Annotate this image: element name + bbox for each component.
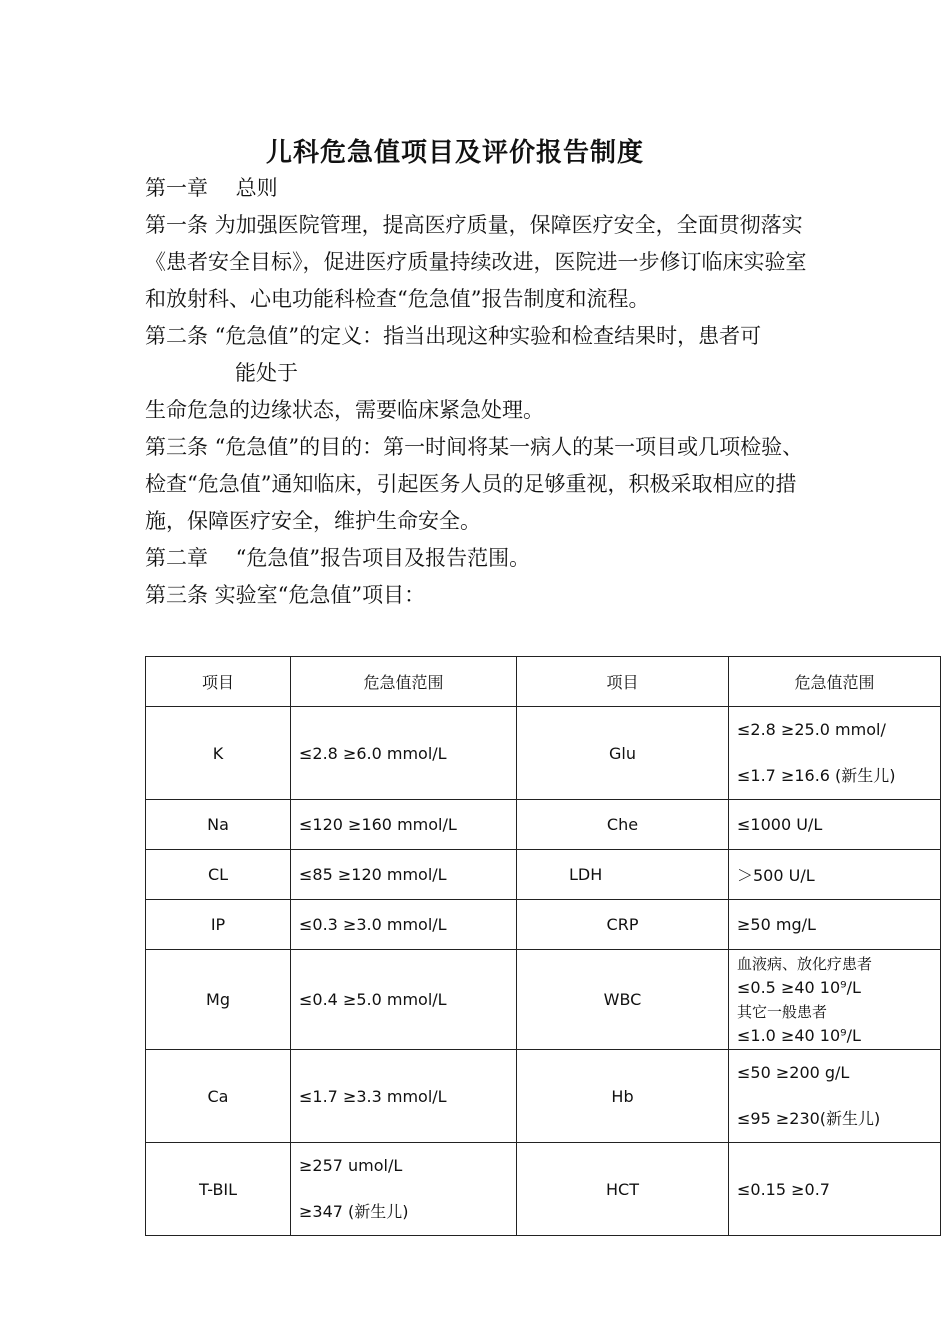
item-name: HCT xyxy=(517,1143,729,1236)
item-range xyxy=(729,950,941,1050)
item-range: ≤85 ≥120 mmol/L xyxy=(291,850,517,900)
item-range: ≤0.4 ≥5.0 mmol/L xyxy=(291,950,517,1050)
item-range: ＞500 U/L xyxy=(729,850,941,900)
table-row xyxy=(146,800,941,850)
article-two-tail: 生命危急的边缘状态，需要临床紧急处理。 xyxy=(145,398,544,422)
table-row xyxy=(146,850,941,900)
item-name: Na xyxy=(146,800,291,850)
item-range: ≤0.3 ≥3.0 mmol/L xyxy=(291,900,517,950)
range-line: 血液病、放化疗患者 xyxy=(737,954,873,973)
table-row xyxy=(146,900,941,950)
document-body xyxy=(145,170,810,614)
header-range-2: 危急值范围 xyxy=(729,657,941,707)
article-three-lab: 第三条 实验室“危急值”项目： xyxy=(145,583,426,607)
item-range xyxy=(729,1050,941,1143)
item-range: ≤120 ≥160 mmol/L xyxy=(291,800,517,850)
item-name: T-BIL xyxy=(146,1143,291,1236)
item-name: Che xyxy=(517,800,729,850)
item-range: ≥50 mg/L xyxy=(729,900,941,950)
table-row xyxy=(146,950,941,1050)
table-header-row xyxy=(146,657,941,707)
article-two: 第二条 “危急值”的定义：指当出现这种实验和检查结果时，患者可 xyxy=(145,324,762,348)
item-name: Glu xyxy=(517,707,729,800)
item-name: Ca xyxy=(146,1050,291,1143)
range-line: ≤2.8 ≥25.0 mmol/ xyxy=(737,720,886,739)
range-line: 其它一般患者 xyxy=(737,1002,828,1021)
header-item-2: 项目 xyxy=(517,657,729,707)
range-line: ≥347 (新生儿) xyxy=(299,1202,409,1221)
item-range xyxy=(291,1143,517,1236)
article-one: 第一条 为加强医院管理，提高医疗质量，保障医疗安全，全面贯彻落实《患者安全目标》，促进医疗质量持续改进，医院进一步修订临床实验室和放射科、心电功能科检查“危急值”报告制度和流程。 xyxy=(145,213,807,311)
range-line: ≤95 ≥230(新生儿) xyxy=(737,1109,881,1128)
table-row xyxy=(146,1143,941,1236)
document-title: 儿科危急值项目及评价报告制度 xyxy=(265,138,644,168)
item-name: K xyxy=(146,707,291,800)
item-range: ≤2.8 ≥6.0 mmol/L xyxy=(291,707,517,800)
item-range: ≤0.15 ≥0.7 xyxy=(729,1143,941,1236)
chapter-one-heading: 第一章 总则 xyxy=(145,176,278,200)
item-name: CL xyxy=(146,850,291,900)
item-name: IP xyxy=(146,900,291,950)
critical-value-table xyxy=(145,656,941,1236)
range-line: ≤1.7 ≥16.6 (新生儿) xyxy=(737,766,896,785)
item-name: WBC xyxy=(517,950,729,1050)
range-line: ≤0.5 ≥40 10⁹/L xyxy=(737,977,861,997)
range-line: ≥257 umol/L xyxy=(299,1156,403,1175)
item-name: Hb xyxy=(517,1050,729,1143)
item-range xyxy=(729,707,941,800)
range-line: ≤50 ≥200 g/L xyxy=(737,1063,850,1082)
table-row xyxy=(146,707,941,800)
chapter-two-heading: 第二章 “危急值”报告项目及报告范围。 xyxy=(145,546,531,570)
item-name: Mg xyxy=(146,950,291,1050)
header-range: 危急值范围 xyxy=(291,657,517,707)
article-three: 第三条 “危急值”的目的：第一时间将某一病人的某一项目或几项检验、检查“危急值”通知临床，引起医务人员的足够重视，积极采取相应的措施，保障医疗安全，维护生命安全。 xyxy=(145,435,804,533)
header-item: 项目 xyxy=(146,657,291,707)
item-range: ≤1.7 ≥3.3 mmol/L xyxy=(291,1050,517,1143)
item-name: CRP xyxy=(517,900,729,950)
table-row xyxy=(146,1050,941,1143)
article-two-continued: 能处于 xyxy=(235,361,298,385)
item-name: LDH xyxy=(517,850,729,900)
item-range: ≤1000 U/L xyxy=(729,800,941,850)
range-line: ≤1.0 ≥40 10⁹/L xyxy=(737,1025,861,1045)
